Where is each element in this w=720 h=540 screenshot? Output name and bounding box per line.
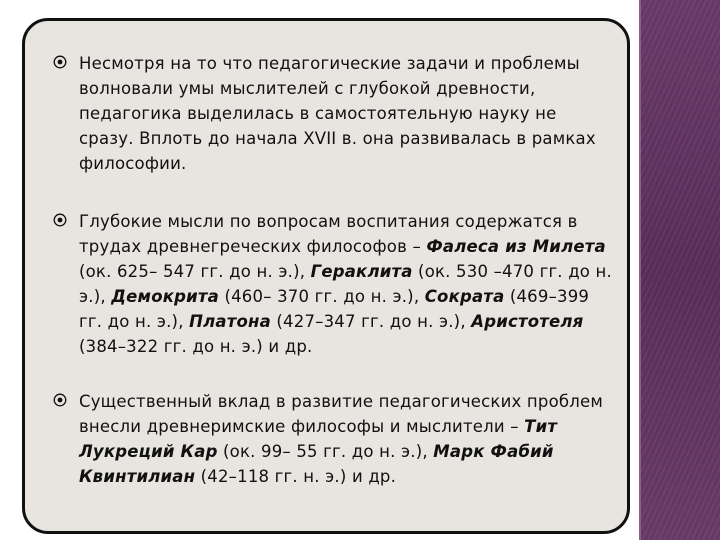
decorative-side-band <box>639 0 720 540</box>
circled-dot-icon <box>53 213 67 227</box>
content-panel <box>22 18 630 534</box>
paragraph-2 <box>79 209 613 359</box>
circled-dot-icon <box>53 55 67 69</box>
paragraph-text: (460– 370 гг. до н. э.), <box>219 287 425 306</box>
paragraph-1 <box>79 51 613 176</box>
person-name: Сократа <box>424 287 505 306</box>
paragraph-text: (ок. 99– 55 гг. до н. э.), <box>217 442 434 461</box>
paragraph-3 <box>79 389 613 489</box>
paragraph-text: (427–347 гг. до н. э.), <box>270 312 472 331</box>
person-name: Платона <box>189 312 271 331</box>
paragraph-text: (ок. 625– 547 гг. до н. э.), <box>79 262 311 281</box>
paragraph-text: Существенный вклад в развитие педагогических проблем внесли древнеримские философы и мыслители – <box>79 392 603 436</box>
bullet-item-1 <box>53 51 613 176</box>
person-name: Аристотеля <box>471 312 584 331</box>
paragraph-text: Несмотря на то что педагогические задачи и проблемы волновали умы мыслителей с глубокой древности, педагогика выделилась в самостоятельную науку не сразу. Вплоть до начала XVII в. она развивалась в рамках философии. <box>79 54 596 173</box>
bullet-item-2 <box>53 209 613 359</box>
person-name: Фалеса из Милета <box>426 237 606 256</box>
person-name: Тит Лукреций Кар <box>79 417 558 461</box>
person-name: Марк Фабий Квинтилиан <box>79 442 554 486</box>
person-name: Демокрита <box>111 287 220 306</box>
circled-dot-icon <box>53 393 67 407</box>
paragraph-text: (384–322 гг. до н. э.) и др. <box>79 337 313 356</box>
paragraph-text: (ок. 530 –470 гг. до н. э.), <box>79 262 612 306</box>
paragraph-text: Глубокие мысли по вопросам воспитания содержатся в трудах древнегреческих философов – <box>79 212 578 256</box>
paragraph-text: (469–399 гг. до н. э.), <box>79 287 590 331</box>
person-name: Гераклита <box>310 262 413 281</box>
bullet-item-3 <box>53 389 613 489</box>
paragraph-text: (42–118 гг. н. э.) и др. <box>195 467 397 486</box>
